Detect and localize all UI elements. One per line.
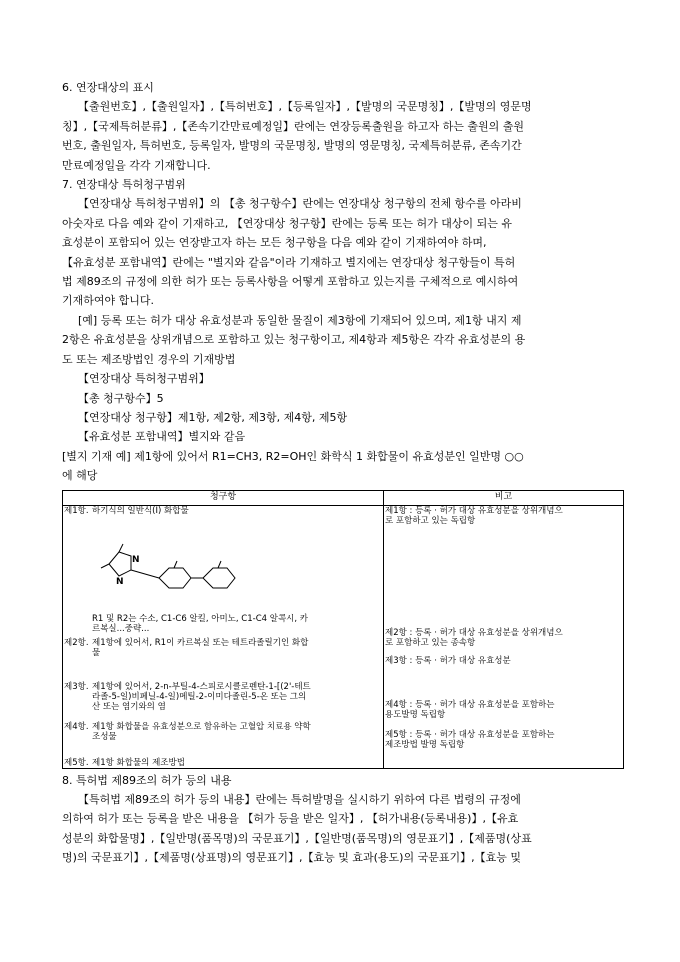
svg-text:N: N <box>116 576 124 587</box>
remark-item: 제1항 : 등록 · 허가 대상 유효성분을 상위개념으 로 포함하고 있는 독립항 <box>385 505 563 526</box>
section-8-text-line: 의하여 허가 또는 등록을 받은 내용을 【허가 등을 받은 일자】, 【허가내용(등록내용)】,【유효 <box>62 812 519 826</box>
remark-item: 제3항 : 등록 · 허가 대상 유효성분 <box>385 655 511 666</box>
claim-item: 제4항. 제1항 화합물을 유효성분으로 함유하는 고혈압 치료용 약학 조성물 <box>64 721 311 742</box>
section-7-text-line: 법 제89조의 규정에 의한 허가 또는 등록사항을 어떻게 포함하고 있는지를 구체적으로 예시하여 <box>62 275 519 289</box>
section-8-text-line: 【특허법 제89조의 허가 등의 내용】란에는 특허발명을 실시하기 위하여 다른 법령의 규정에 <box>78 792 521 806</box>
example-text-line: 2항은 유효성분을 상위개념으로 포함하고 있는 청구항이고, 제4항과 제5항은 각각 유효성분의 용 <box>62 333 526 347</box>
section-7-text-line: 【연장대상 특허청구범위】의 【총 청구항수】란에는 연장대상 청구항의 전체 항수를 아라비 <box>78 197 522 211</box>
attachment-example-line: [별지 기재 예] 제1항에 있어서 R1=CH3, R2=OH인 화학식 1 화합물이 유효성분인 일반명 ○○ <box>62 449 524 463</box>
claim-item: R1 및 R2는 수소, C1-C6 알킬, 아미노, C1-C4 알콕시, 카 르복실...중략... <box>92 613 309 634</box>
section-6-heading: 6. 연장대상의 표시 <box>62 81 154 94</box>
remarks-column-header: 비고 <box>384 490 624 505</box>
remark-item: 제5항 : 등록 · 허가 대상 유효성분을 포함하는 제조방법 발명 독립항 <box>385 729 555 750</box>
claim-item: 제5항. 제1항 화합물의 제조방법 <box>64 757 185 768</box>
example-text-line: [예] 등록 또는 허가 대상 유효성분과 동일한 물질이 제3항에 기재되어 있으며, 제1항 내지 제 <box>78 313 522 327</box>
form-field-target-claims: 【연장대상 청구항】제1항, 제2항, 제3항, 제4항, 제5항 <box>78 410 348 424</box>
form-field-total-claims: 【총 청구항수】5 <box>78 391 164 405</box>
claims-column-header: 청구항 <box>63 490 384 505</box>
claim-item: 제2항. 제1항에 있어서, R1이 카르복실 또는 테트라졸릴기인 화합 물 <box>64 637 309 658</box>
section-7-text-line: 【유효성분 포함내역】란에는 "별지와 같음"이라 기재하고 별지에는 연장대상 청구항들이 특허 <box>62 255 516 269</box>
form-field-ingredient-details: 【유효성분 포함내역】별지와 같음 <box>78 430 246 444</box>
remarks-cell <box>384 505 624 768</box>
claims-cell <box>63 505 384 768</box>
section-8-text-line: 성분의 화합물명】,【일반명(품목명)의 국문표기】,【일반명(품목명)의 영문표기】,【제품명(상표 <box>62 831 532 845</box>
remark-item: 제2항 : 등록 · 허가 대상 유효성분을 상위개념으 로 포함하고 있는 종속항 <box>385 627 563 648</box>
section-7-text-line: 아숫자로 다음 예와 같이 기재하고, 【연장대상 청구항】란에는 등록 또는 허가 대상이 되는 유 <box>62 216 512 230</box>
example-text-line: 도 또는 제조방법인 경우의 기재방법 <box>62 352 236 366</box>
attachment-example-line: 에 해당 <box>62 469 98 483</box>
svg-text:N: N <box>132 554 140 565</box>
section-7-text-line: 효성분이 포함되어 있는 연장받고자 하는 모든 청구항을 다음 예와 같이 기재하여야 하며, <box>62 236 487 250</box>
claim-item: 제3항. 제1항에 있어서, 2-n-부틸-4-스피로시클로펜탄-1-[(2'-테트 라졸-5-일)비페닐-4-일)메틸-2-이미다졸린-5-온 또는 그의 산 또는 염기와의 염 <box>64 681 311 712</box>
chemical-structure-icon <box>89 534 249 604</box>
section-6-text-line: 번호, 출원일자, 특허번호, 등록일자, 발명의 국문명칭, 발명의 영문명칭, 국제특허분류, 존속기간 <box>62 139 522 153</box>
section-6-text-line: 칭】,【국제특허분류】,【존속기간만료예정일】란에는 연장등록출원을 하고자 하는 출원의 출원 <box>62 119 525 133</box>
section-8-heading: 8. 특허법 제89조의 허가 등의 내용 <box>62 773 232 787</box>
section-7-text-line: 기재하여야 합니다. <box>62 294 155 308</box>
section-8-text-line: 명)의 국문표기】,【제품명(상표명)의 영문표기】,【효능 및 효과(용도)의 국문표기】,【효능 및 <box>62 851 521 865</box>
document-page <box>62 78 622 868</box>
section-6-text-line: 만료예정일을 각각 기재합니다. <box>62 158 211 172</box>
section-6-text-line: 【출원번호】,【출원일자】,【특허번호】,【등록일자】,【발명의 국문명칭】,【발명의 영문명 <box>78 100 532 114</box>
claim-item: 제1항. 하기식의 일반식(I) 화합물 <box>64 505 189 516</box>
form-field-claims-scope: 【연장대상 특허청구범위】 <box>78 372 210 386</box>
claims-table <box>62 490 624 769</box>
remark-item: 제4항 : 등록 · 허가 대상 유효성분을 포함하는 용도발명 독립항 <box>385 699 555 720</box>
section-7-heading: 7. 연장대상 특허청구범위 <box>62 178 186 192</box>
